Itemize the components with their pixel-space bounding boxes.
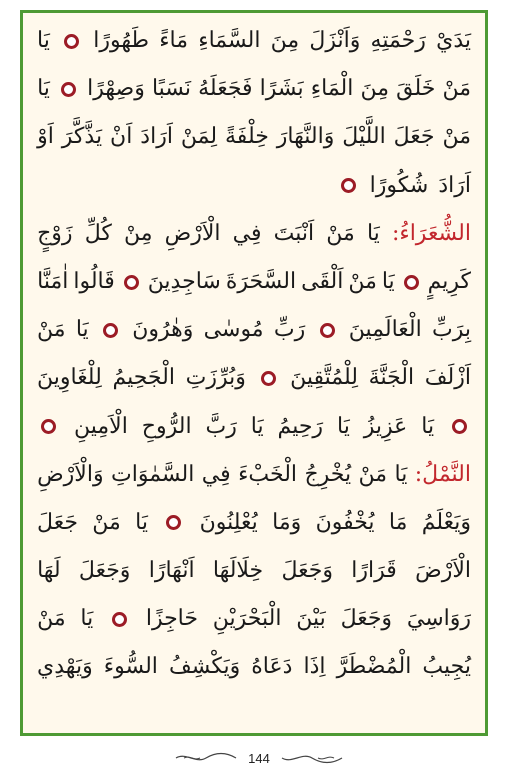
word: مَنْ: [37, 606, 66, 632]
text-line: [37, 258, 471, 306]
word: كُلِّ: [84, 220, 112, 246]
word: وَيَكْشِفُ: [168, 654, 241, 680]
word: دَعَاهُ: [251, 654, 293, 680]
word: مَاءً: [159, 28, 189, 53]
word: يُجِيبُ: [422, 654, 471, 680]
verse-separator-icon: [452, 419, 467, 434]
word: وَمَا: [272, 509, 302, 535]
word: وَبُرِّزَتِ: [185, 365, 246, 391]
word: مِنَ: [270, 28, 300, 53]
text-line: [37, 451, 471, 499]
word: لَهَا: [37, 558, 61, 584]
word: اَنْ: [110, 124, 133, 150]
word: رَبَّ: [205, 413, 237, 439]
text-line: [37, 162, 471, 210]
word: مَا: [388, 509, 408, 535]
verse-separator-icon: [103, 323, 118, 338]
verse-separator-icon: [261, 371, 276, 386]
word: عَزِيزُ: [363, 413, 408, 439]
word: وَالنَّهَارَ: [276, 124, 335, 150]
word: حَاجِزًا: [145, 606, 198, 632]
right-ornament-icon: [280, 751, 344, 765]
page-footer: [0, 748, 518, 768]
word: سَاجِدِينَ: [147, 268, 221, 294]
word: يَا: [135, 509, 148, 535]
word: يَا: [250, 413, 264, 439]
word: مِنَ: [360, 76, 390, 102]
word: وَجَعَلَ: [340, 606, 393, 632]
word: خَلَقَ: [396, 76, 436, 102]
word: مَنْ: [442, 124, 471, 150]
word: يُخْرِجُ: [304, 461, 352, 487]
word: مَنْ: [358, 461, 388, 487]
word: نَسَبًا: [151, 76, 192, 102]
word: اَنْبَتَ: [273, 220, 315, 246]
word: مَنْ: [37, 317, 66, 343]
word: رَوَاسِيَ: [406, 606, 471, 632]
word: الْجَحِيمُ: [112, 365, 175, 391]
text-line: [37, 113, 471, 161]
word: خِلْفَةً: [225, 124, 269, 150]
word: يَا: [37, 76, 50, 102]
text-line: [37, 354, 471, 402]
word: اَلْقَى: [301, 268, 344, 294]
word: رَبِّ: [273, 317, 306, 343]
text-line: [37, 210, 471, 258]
word: مَنْ: [92, 509, 121, 535]
word: اِذَا: [303, 654, 326, 680]
word: مَنْ: [442, 76, 471, 102]
word: اٰمَنَّا: [37, 268, 69, 294]
word: الرُّوحِ: [141, 413, 192, 439]
word: يَا: [421, 413, 435, 439]
word: لِلْغَاوِينَ: [37, 365, 102, 391]
word: فِي: [201, 461, 231, 487]
word: وَيَهْدِي: [37, 654, 93, 680]
word: الْاَمِينِ: [74, 413, 128, 439]
word: اَوْ: [37, 124, 54, 150]
word: شُكُورًا: [369, 172, 429, 198]
section-heading: النَّمْلُ:: [414, 461, 471, 487]
word: مَنْ: [348, 268, 377, 294]
verse-separator-icon: [404, 275, 419, 290]
word: وَالْاَرْضِ: [37, 461, 104, 487]
word: فَجَعَلَهُ: [198, 76, 253, 102]
word: وَجَعَلَ: [281, 558, 333, 584]
word: مِنْ: [123, 220, 153, 246]
word: اللَّيْلَ: [342, 124, 386, 150]
word: السَّحَرَةَ: [225, 268, 297, 294]
word: يُخْفُونَ: [315, 509, 375, 535]
word: يَدَيْ: [436, 28, 471, 53]
word: جَعَلَ: [37, 509, 78, 535]
text-body: [37, 17, 471, 729]
word: بَيْنَ: [296, 606, 326, 632]
word: الْخَبْءَ: [238, 461, 298, 487]
word: مُوسٰى: [203, 317, 264, 343]
word: وَهٰرُونَ: [132, 317, 194, 343]
word: الْاَرْضَ: [415, 558, 471, 584]
page-number: 144: [248, 750, 270, 766]
word: وَيَعْلَمُ: [421, 509, 471, 535]
word: يَا: [337, 413, 350, 439]
text-line: [37, 65, 471, 113]
word: كَرِيمٍ: [427, 268, 471, 294]
word: يَا: [381, 268, 395, 294]
word: السَّمَاءِ: [198, 28, 261, 53]
word: خِلَالَهَا: [212, 558, 264, 584]
verse-separator-icon: [41, 419, 56, 434]
verse-separator-icon: [112, 612, 127, 627]
verse-separator-icon: [61, 82, 76, 97]
text-frame: [20, 10, 488, 736]
verse-separator-icon: [341, 178, 356, 193]
word: طَهُورًا: [93, 28, 150, 53]
word: الْعَالَمِينَ: [348, 317, 422, 343]
text-line: [37, 306, 471, 354]
verse-separator-icon: [64, 34, 79, 49]
word: وَجَعَلَ: [78, 558, 131, 584]
word: يَا: [394, 461, 408, 487]
word: يَذَّكَّرَ: [61, 124, 103, 150]
word: الْمَاءِ: [310, 76, 354, 102]
word: يُعْلِنُونَ: [199, 509, 258, 535]
text-line: [37, 547, 471, 595]
verse-separator-icon: [320, 323, 335, 338]
word: بِرَبِّ: [432, 317, 471, 343]
text-line: [37, 499, 471, 547]
verse-separator-icon: [124, 275, 139, 290]
word: فِي: [232, 220, 262, 246]
left-ornament-icon: [174, 751, 238, 765]
text-line: [37, 17, 471, 65]
text-line: [37, 643, 471, 691]
text-line: [37, 403, 471, 451]
text-line: [37, 595, 471, 643]
word: قَرَارًا: [351, 558, 397, 584]
word: وَاَنْزَلَ: [309, 28, 361, 53]
word: اَنْهَارًا: [148, 558, 195, 584]
word: رَحْمَتِهِ: [370, 28, 426, 53]
verse-separator-icon: [166, 515, 181, 530]
word: يَا: [75, 317, 89, 343]
word: الْاَرْضِ: [164, 220, 221, 246]
word: جَعَلَ: [393, 124, 435, 150]
word: السَّمٰوَاتِ: [111, 461, 195, 487]
word: الْبَحْرَيْنِ: [212, 606, 282, 632]
word: الْمُضْطَرَّ: [336, 654, 412, 680]
word: اَرَادَ: [140, 124, 173, 150]
section-heading: الشُّعَرَاءُ:: [391, 220, 471, 246]
word: يَا: [366, 220, 380, 246]
word: رَحِيمُ: [277, 413, 324, 439]
word: وَصِهْرًا: [87, 76, 145, 102]
word: زَوْجٍ: [37, 220, 73, 246]
word: اَزْلَفَ: [424, 365, 471, 391]
word: لِلْمُتَّقِينَ: [290, 365, 359, 391]
word: مَنْ: [326, 220, 355, 246]
word: لِمَنْ: [180, 124, 218, 150]
word: قَالُوا: [73, 268, 115, 294]
word: يَا: [80, 606, 94, 632]
word: السُّوءَ: [103, 654, 158, 680]
word: بَشَرًا: [259, 76, 304, 102]
word: يَا: [37, 28, 50, 53]
word: الْجَنَّةَ: [368, 365, 415, 391]
word: اَرَادَ: [438, 172, 471, 198]
